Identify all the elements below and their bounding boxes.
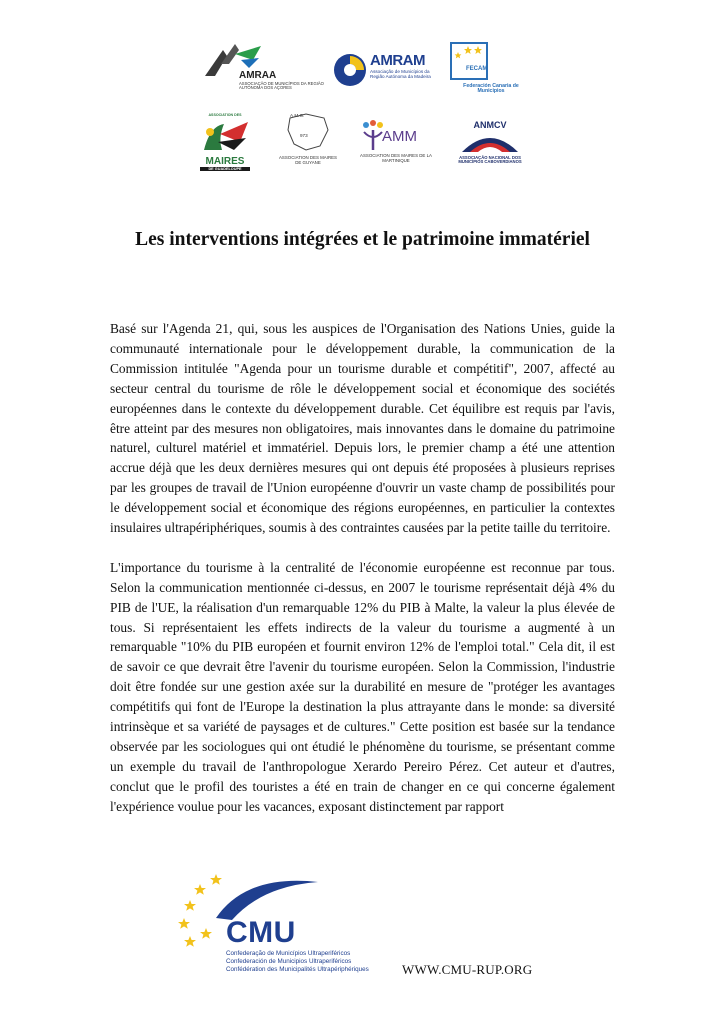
document-title: Les interventions intégrées et le patrimoine immatériel bbox=[135, 229, 590, 250]
amram-name: AMRAM bbox=[370, 52, 425, 69]
amg-number: 973 bbox=[300, 133, 308, 138]
cmu-line-fr: Confédération des Municipalités Ultrapériphériques bbox=[226, 966, 369, 973]
amg-subtitle: ASSOCIATION DES MAIRES DE GUYANE bbox=[279, 155, 337, 165]
amraa-logo bbox=[205, 42, 325, 100]
guadeloupe-name: MAIRES bbox=[205, 156, 245, 167]
fecam-box bbox=[450, 42, 488, 80]
fecam-stars-icon bbox=[452, 44, 486, 64]
amm-name: AMM bbox=[382, 128, 417, 145]
fecam-logo bbox=[450, 42, 532, 100]
anmcv-subtitle: ASSOCIAÇÃO NACIONAL DOS MUNICÍPIOS CABOVERDIANOS bbox=[458, 155, 522, 165]
paragraph-1: Basé sur l'Agenda 21, qui, sous les auspices de l'Organisation des Nations Unies, guide la communauté internationale pour le développement durable, la communication de la Commission intitulée "Agenda pour un tourisme durable et compétitif", 2007, affecté au secteur central du tourisme de rôle le développement social et économique des sociétés européennes dans le contexte du développement durable. Cet équilibre est requis par l'avis, être atteint par des mesures non obligatoires, mais innovantes dans le domaine du patrimoine naturel, culturel matériel et immatériel. Depuis lors, le premier champ a été une attention accrue déjà que les deux dernières mesures qui ont depuis été proposées à plusieurs reprises par les groupes de travail de l'Union européenne d'ouvrir un vaste champ de possibilités pour le développement social et économique des régions européennes, en particulier la contextes insulaires ultrapériphériques, soumis à des contraintes causées par la petite taille du territoire. bbox=[110, 321, 615, 536]
guadeloupe-top-label: ASSOCIATION DES bbox=[208, 113, 242, 117]
website-link[interactable]: WWW.CMU-RUP.ORG bbox=[402, 962, 533, 977]
anmcv-logo bbox=[448, 116, 532, 172]
guadeloupe-emblem-icon bbox=[200, 120, 250, 154]
amraa-subtitle: ASSOCIAÇÃO DE MUNICÍPIOS DA REGIÃO AUTÓNOMA DOS AÇORES bbox=[239, 81, 324, 91]
amram-subtitle: Associação de Municípios da Região Autónoma da Madeira bbox=[370, 69, 431, 79]
amg-name: A.M.G. bbox=[290, 113, 305, 118]
amram-swirl-icon bbox=[332, 52, 368, 88]
fecam-subtitle: Federación Canaria de Municipios bbox=[463, 83, 519, 95]
fecam-box-label: FECAM bbox=[466, 66, 488, 72]
guadeloupe-subtitle: DE GUADELOUPE bbox=[200, 167, 250, 171]
guadeloupe-logo bbox=[196, 112, 254, 174]
anmcv-arches-icon bbox=[460, 132, 520, 154]
cmu-logo bbox=[176, 872, 396, 984]
amm-logo bbox=[356, 116, 436, 172]
amram-logo bbox=[332, 50, 444, 90]
anmcv-name: ANMCV bbox=[473, 120, 507, 130]
cmu-name: CMU bbox=[226, 916, 296, 949]
cmu-line-pt: Confederação de Municípios Ultraperiféricos bbox=[226, 950, 351, 957]
cmu-line-es: Confederación de Municipios Ultraperiféricos bbox=[226, 958, 352, 965]
amraa-name: AMRAA bbox=[239, 70, 277, 81]
amm-subtitle: ASSOCIATION DES MAIRES DE LA MARTINIQUE bbox=[360, 153, 432, 163]
paragraph-2: L'importance du tourisme à la centralité de l'économie européenne est reconnue par tous. Selon la communication mentionnée ci-dessus, en 2007 le tourisme représentait déjà 4% du PIB de l'UE, la réalisation d'un remarquable 12% du PIB à Malte, la valeur la plus élevée de tous. Si représentaient les effets indirects de la valeur du tourisme a augmenté à un remarquable "10% du PIB européen et fournit environ 12% de l'emploi total." Cela dit, il est de savoir ce que devrait être l'avenir du tourisme européen. Selon la Commission, l'industrie doit être fondée sur une gestion axée sur la durabilité en mesure de "protéger les avantages compétitifs qui font de l'Europe la destination la plus attrayante dans le monde: sa diversité intrinsèque et sa variété de paysages et de cultures." Cette position est basée sur la tendance observée par les sociologues qui ont étudié le phénomène du tourisme, se présentant comme un exemple du travail de l'anthropologue Xerardo Pereiro Pérez. Cet auteur et d'autres, conclut que le profil des touristes a été en train de changer en ce qui concerne également l'expérience voulue pour les vacances, exposant distinctement par rapport bbox=[110, 559, 615, 814]
document-body bbox=[110, 319, 615, 837]
amg-logo bbox=[276, 110, 340, 172]
